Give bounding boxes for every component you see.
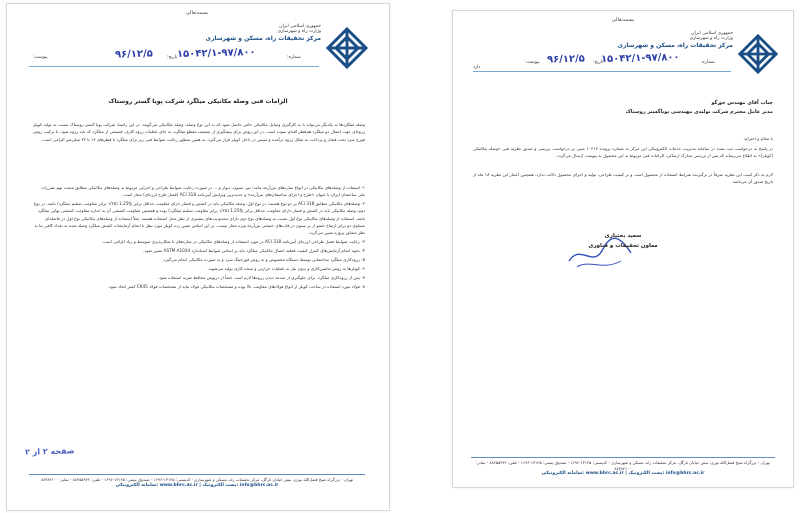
org-line-1: جمهوری اسلامی ایران [691,31,733,36]
footer-divider [29,474,365,475]
list-item: ۸- فولاد مورد استفاده در ساخت کوپلر از انواع فولادهای مقاومت بالا بوده و مشخصات مکانیکی فولاد نباید از مشخصات فولاد CK45 کمتر اتخاذ شود. [107,283,365,289]
organization-name [187,24,321,42]
document-title: الزامات فنی وصله مکانیکی میلگرد شرکت پویا گستر روستاک [108,98,288,105]
right-document-page [452,10,794,488]
handwritten-doc-number: ۱۵۰۴۲/۱-۹۷/۸۰۰ [176,46,256,61]
recipient-title: مدیر عامل محترم شرکت تولیدی مهندسی پویاگستر روستاک [625,109,773,115]
recipient-block [473,99,773,117]
footer-address: تهران - بزرگراه شیخ فضل‌الله نوری، نبش خیابان نارگل، مرکز تحقیقات راه، مسکن و شهرسازی - کدپستی: ۱۳۱۴۵-۱۶۹۶ - صندوق پستی: ۱۳۱۴۵-۱۶۹۶ - تلفن: ۸۸۲۵۵۹۴۲ - نمابر: ۸۸۳۸۴۱۰۰ [40,477,354,482]
left-document-page [6,3,390,511]
reference-underline [473,71,731,72]
footer [471,460,775,477]
attachment-label: پیوست: [525,60,540,65]
list-item: ۶- کوپلرها به روش ماشین‌کاری و بدون نیاز به عملیات حرارتی و سخت‌کاری تولید می‌شوند. [207,265,365,271]
number-label: شماره: [701,60,715,65]
organization-name [603,31,733,49]
list-item: ۳- رعایت ضوابط فصل طراحی لرزه‌ای آیین‌نامه ACI 318 در مورد استفاده از وصله‌های مکانیکی در سازه‌های با شکل‌پذیری متوسط و زیاد الزامی است. [101,239,365,245]
signer-title: معاون تحقیقات و فناوری [588,243,658,249]
body-paragraph-1: در پاسخ به درخواست ثبت شده در سامانه مدیریت خدمات الکترونیکی این مرکز به شماره پرونده ۱۰۲۱۳ مبنی بر درخواست بررسی و صدور نظریه فنی «وصله مکانیکی (کوپلر)» به اطلاع می‌رساند که پس از بررسی مدارک ارسالی، الزامات فنی مربوط به این محصول به پیوست ارسال می‌گردد. [473,146,774,159]
handwritten-doc-date: ۹۶/۱۲/۵ [546,53,585,66]
number-label: شماره: [287,55,301,60]
signer-name: سعید بختیاری [604,233,642,239]
requirements-list [33,184,365,292]
attachment-label: پیوست: [33,55,48,60]
handwritten-doc-number: ۱۵۰۴۲/۱-۹۷/۸۰۰ [600,51,680,66]
heading-top: بسمه‌تعالی [185,10,209,16]
org-line-1: جمهوری اسلامی ایران [279,24,321,29]
body-paragraph-2: لازم به ذکر است این نظریه صرفاً در برگیرنده شرایط استفاده از محصول است و بر کیفیت طراحی، تولید و اجرای محصول دلالت ندارد، همچنین اعتبار این نظریه ۱۸ ماه از تاریخ صدور آن می‌باشد. [473,172,773,185]
footer-contact: سامانه الکترونیکی: www.bhrc.ac.ir | پست الکترونیک: info@bhrc.ac.ir [115,482,279,488]
footer [29,477,365,489]
org-line-2: وزارت راه و شهرسازی [689,36,733,42]
signature-block [563,231,683,251]
list-item: ۷- پس از رزوه‌کاری میلگرد، برای جلوگیری از صدمه دیدن رزوه‌ها لازم است حتماً از درپوش محافظ ضربه استفاده شود. [157,274,365,280]
footer-contact: سامانه الکترونیکی: www.bhrc.ac.ir | پست الکترونیک: info@bhrc.ac.ir [541,471,705,477]
list-item: ۴- نحوه انجام آزمایش‌های کنترل کیفیت قطعه اتصال مکانیکی میلگرد باید بر اساس ضوابط استاندارد ASTM A1034 تعیین شود. [143,248,365,254]
bhrc-logo-icon [737,33,779,75]
greeting: با سلام و احترام؛ [743,136,773,141]
intro-paragraph: وصله میلگردها به یکدیگر می‌تواند با به کارگیری وسایل مکانیکی خاص حاصل شود که به این نوع وصله، وصله مکانیکی می‌گویند. در این راستا، شرکت پویا گستر روستاک نسبت به تولید کوپلر رزوه‌ای جهت اتصال دو میلگرد هم‌قطر اقدام نموده است. در این روش برای پیشگیری از تضعیف مقطع میلگرد، به جای عملیات رزوه کاری، قسمتی از میلگرد که باید رزوه شود، با ترکیب روش فورج سرد تحت فشار و پرداخت به شکل رزوه درآمده و سپس در داخل کوپلر قرار می‌گیرد. به همین منظور رعایت ضوابط فنی زیر برای میلگرد با قطرهای ۱۶ تا ۳۲ میلی‌متر الزامی است. [33,122,365,142]
org-line-3: مرکز تحقیقات راه، مسکن و شهرسازی [205,34,321,42]
attachment-value: دارد [473,65,481,70]
list-item: ۵- رزوه‌کاری میلگرد ساختمانی توسط دستگاه مخصوص و به روش فورجینگ سرد و به صورت مکانیکی انجام می‌گیرد. [162,257,365,263]
handwritten-doc-date: ۹۶/۱۲/۵ [114,48,153,61]
handwritten-page-note: صفحه ۲ از ۲ [24,446,75,457]
org-line-2: وزارت راه و شهرسازی [277,29,321,35]
footer-divider [471,457,775,458]
recipient-name: جناب آقای مهندس حق‌گو [711,100,773,106]
footer-address: تهران - بزرگراه شیخ فضل‌الله نوری، نبش خیابان نارگل، مرکز تحقیقات راه، مسکن و شهرسازی - کدپستی: ۱۳۱۴۵-۱۶۹۶ - صندوق پستی: ۱۳۱۴۵-۱۶۹۶ - تلفن: ۸۸۲۵۵۹۴۲ - نمابر: ۸۸۳۸۴۱۰۰ [476,460,770,471]
list-item: ۲- وصله‌های مکانیکی مطابق ACI 318 بر دو نوع هستند: در نوع اول، وصله مکانیکی باید در کشش و فشار دارای مقاومت حداقل برابر 1.25fy (۱/۲۵ برابر مقاومت تسلیم میلگرد) باشد. در نوع دوم، وصله مکانیکی باید در کشش و فشار دارای مقاومت حداقل برابر 1.25fy (۱/۲۵ برابر مقاومت تسلیم میلگرد) بوده و همچنین مقاومت کششی آن به اندازه مقاومت کششی نهایی میلگرد باشد. استفاده از وصله‌های مکانیکی نوع اول نسبت به وصله‌های نوع دوم دارای محدودیت‌های بیشتری از نظر محل استفاده هستند. مثلاً استفاده از وصله‌های مکانیکی نوع اول در فاصله‌ای مساوی دو برابر ارتفاع عضو از بر ستون در قاب‌های خمشی بتن‌آرمه ویژه مجاز نیست. بر این اساس تعیین رده کوپلر مورد نظر با انجام آزمایشات کشش میلگرد وصله شده به تعداد کافی بنا به نظر مشاور پروژه تعیین می‌گردد. [33,201,365,236]
date-label: تاریخ: [593,60,604,65]
heading-top: بسمه‌تعالی [611,17,635,23]
list-item: ۱- استفاده از وصله‌های مکانیکی در انواع سازه‌های بتن‌آرمه مانند: تیر، ستون، دیوار و ... در صورت رعایت ضوابط طراحی و اجرایی مربوط به وصله‌های مکانیکی مطابق مبحث نهم مقررات ملی ساختمان ایران با عنوان «طرح و اجرای ساختمان‌های بتن‌آرمه» و جدیدترین ویرایش آیین‌نامه ACI 318 (فصل طرح لرزه‌ای) مجاز است. [41,185,365,198]
bhrc-logo-icon [325,26,369,70]
org-line-3: مرکز تحقیقات راه، مسکن و شهرسازی [617,41,733,49]
date-label: تاریخ: [167,55,178,60]
reference-underline [29,66,319,67]
